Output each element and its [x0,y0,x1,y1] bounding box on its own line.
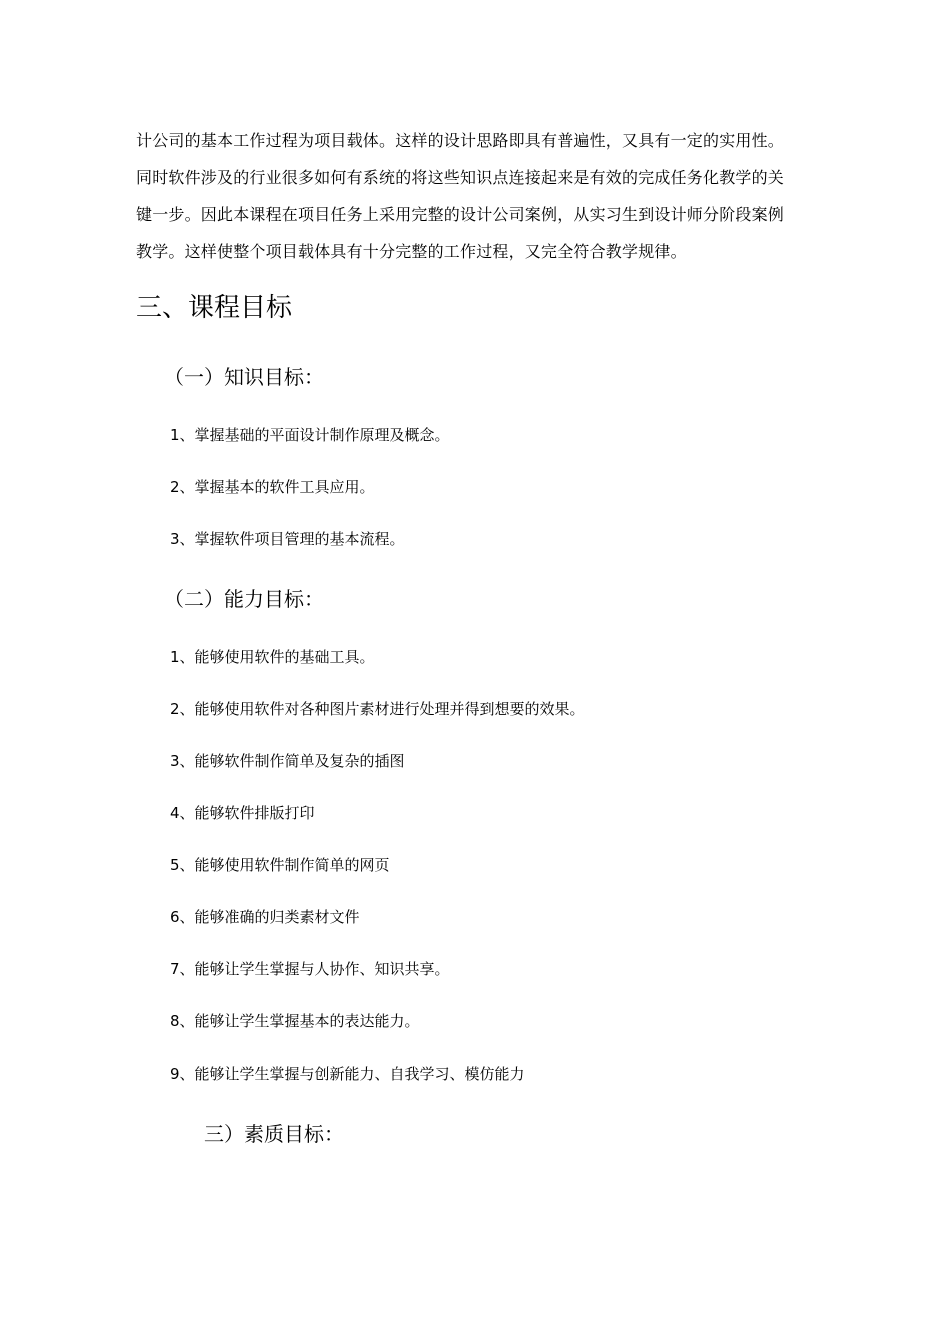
quality-heading: 三）素质目标： [204,1122,344,1146]
ability-heading: （二）能力目标： [164,587,324,611]
list-item: 5、能够使用软件制作简单的网页 [170,856,390,874]
section-title: 三、课程目标 [136,293,293,323]
list-item: 6、能够准确的归类素材文件 [170,908,360,926]
intro-paragraph [136,122,826,270]
paragraph-line: 教学。这样使整个项目载体具有十分完整的工作过程，又完全符合教学规律。 [136,242,687,261]
list-item: 1、掌握基础的平面设计制作原理及概念。 [170,426,450,444]
paragraph-line: 键一步。因此本课程在项目任务上采用完整的设计公司案例，从实习生到设计师分阶段案例 [136,205,785,224]
list-item: 4、能够软件排版打印 [170,804,315,822]
list-item: 2、能够使用软件对各种图片素材进行处理并得到想要的效果。 [170,700,585,718]
list-item: 2、掌握基本的软件工具应用。 [170,478,375,496]
knowledge-heading: （一）知识目标： [164,365,324,389]
list-item: 9、能够让学生掌握与创新能力、自我学习、模仿能力 [170,1065,525,1083]
list-item: 8、能够让学生掌握基本的表达能力。 [170,1012,420,1030]
list-item: 3、掌握软件项目管理的基本流程。 [170,530,405,548]
paragraph-line: 计公司的基本工作过程为项目载体。这样的设计思路即具有普遍性，又具有一定的实用性。 [136,131,785,150]
list-item: 1、能够使用软件的基础工具。 [170,648,375,666]
list-item: 7、能够让学生掌握与人协作、知识共享。 [170,960,450,978]
list-item: 3、能够软件制作简单及复杂的插图 [170,752,405,770]
paragraph-line: 同时软件涉及的行业很多如何有系统的将这些知识点连接起来是有效的完成任务化教学的关 [136,168,785,187]
